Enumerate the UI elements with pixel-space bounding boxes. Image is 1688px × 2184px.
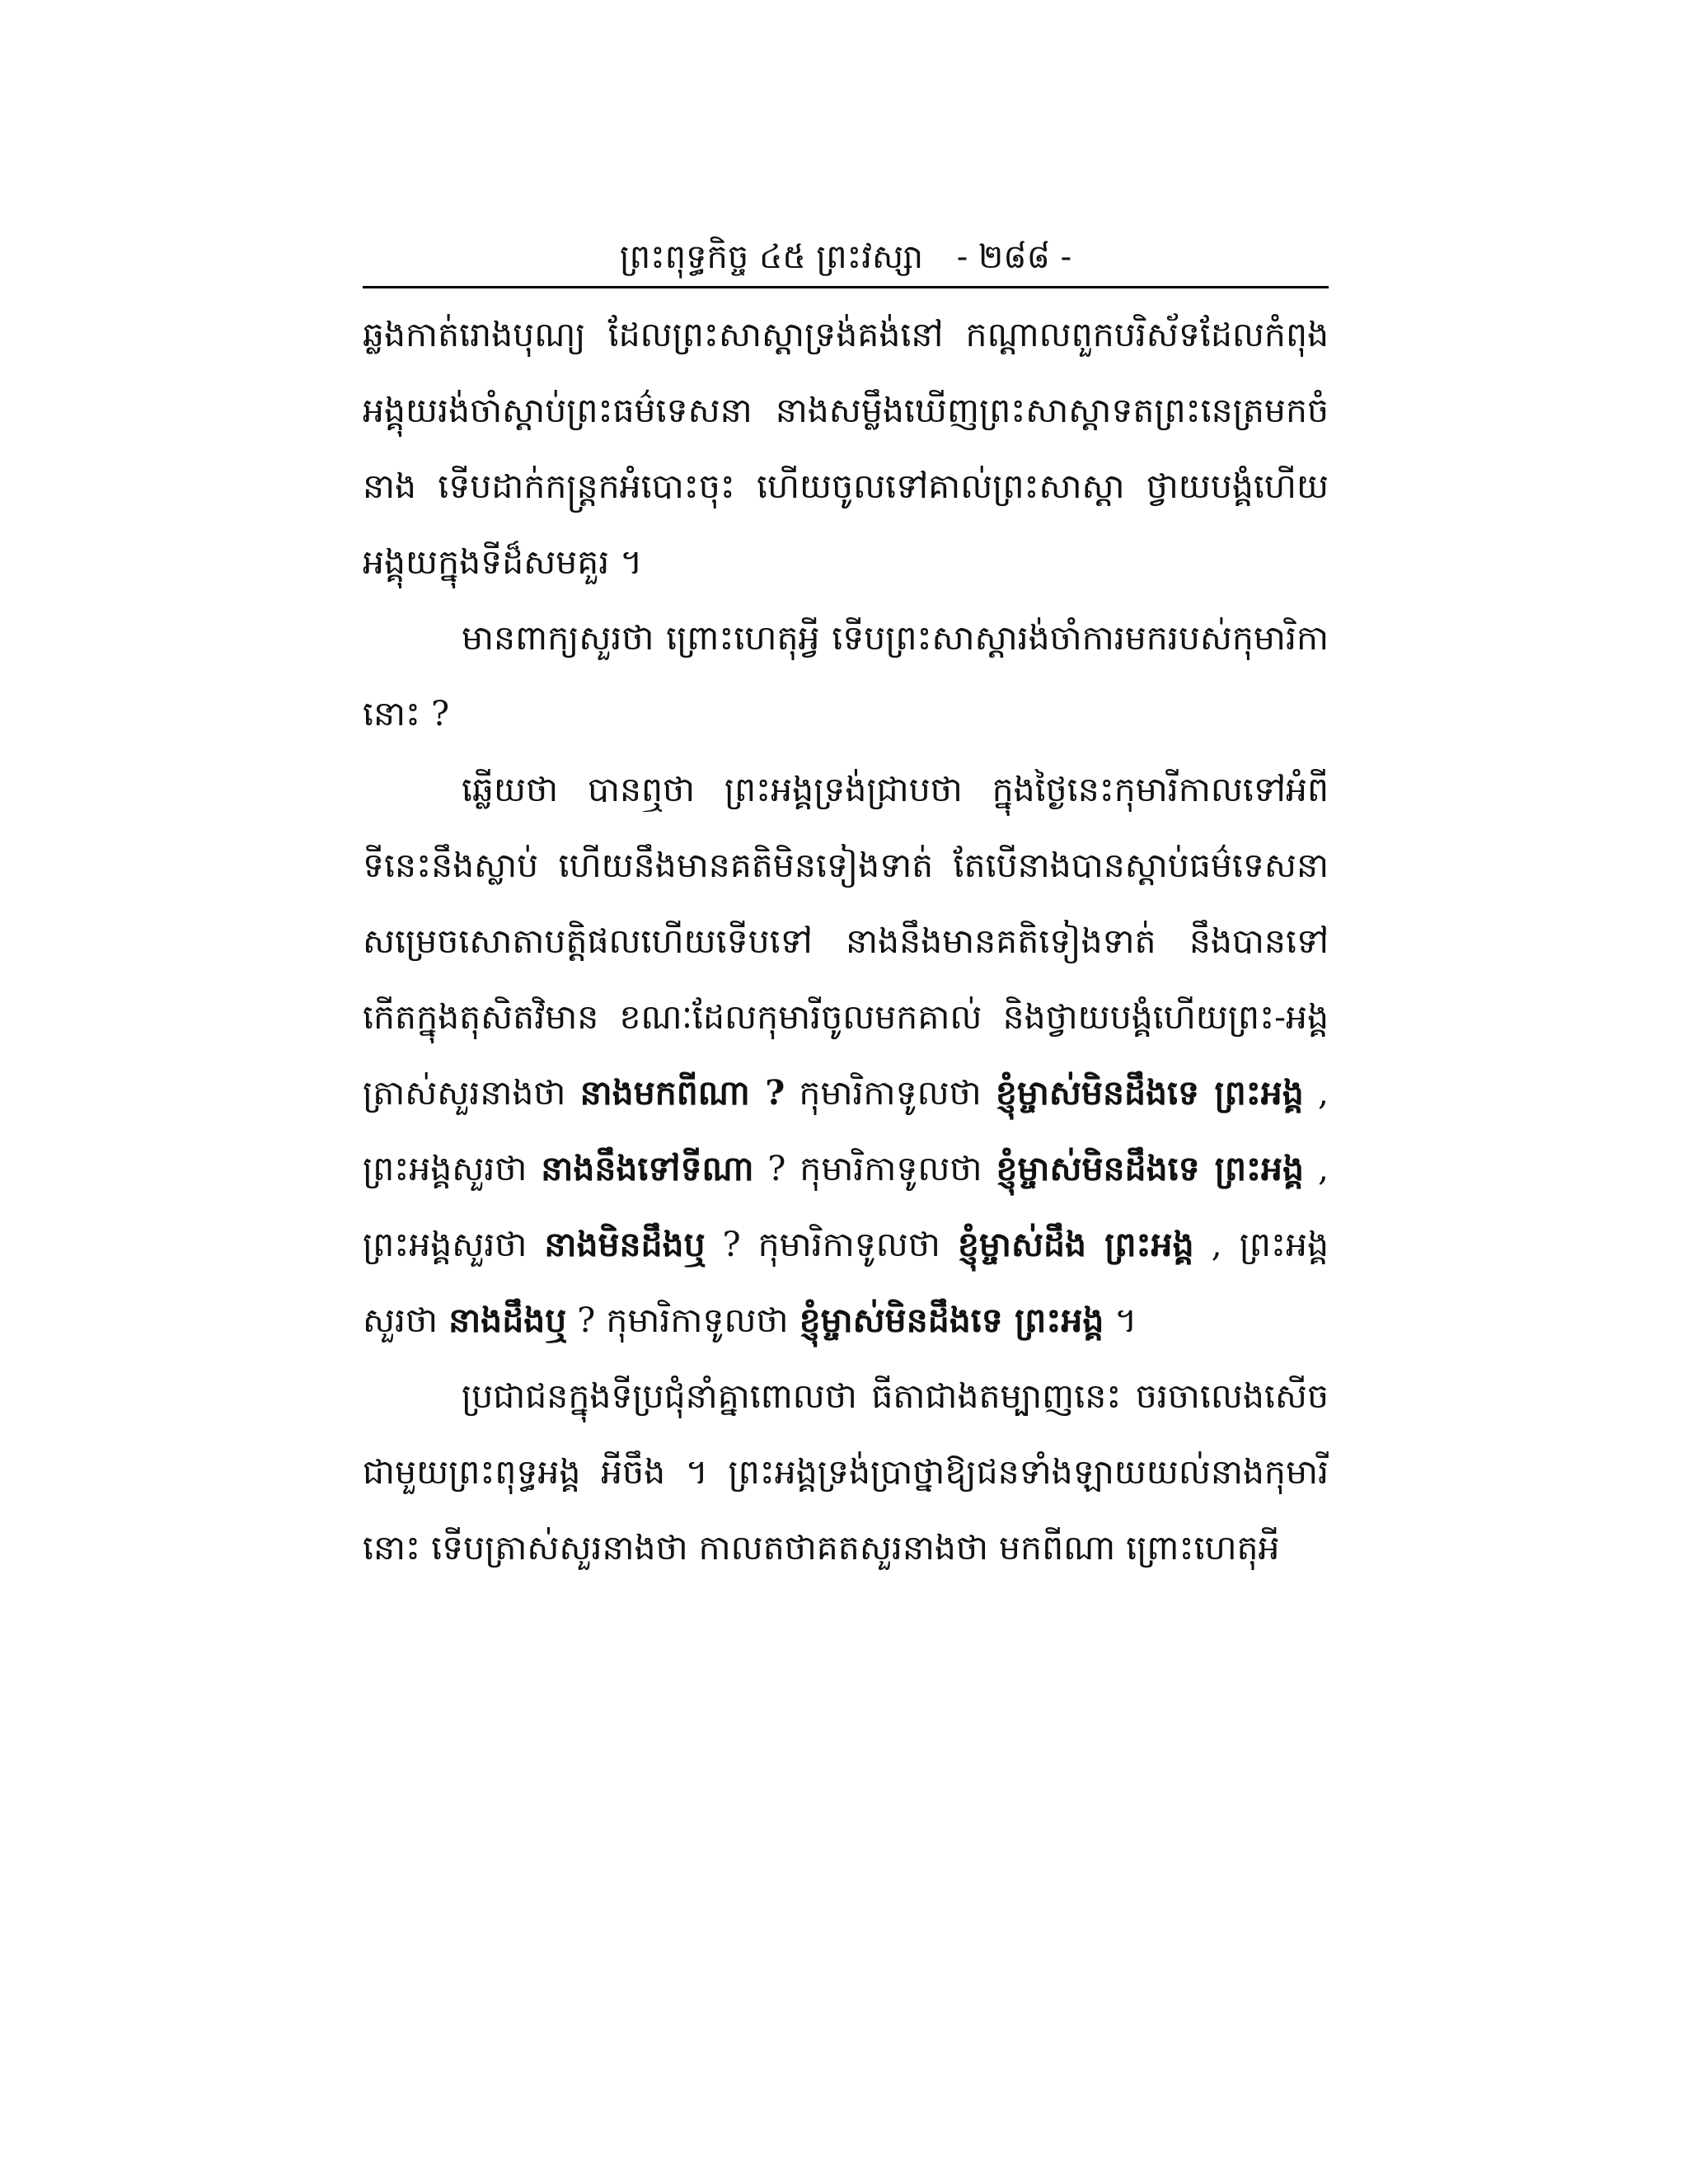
paragraph-3 <box>363 752 1329 1358</box>
book-title: ព្រះពុទ្ធកិច្ច ៤៥ ព្រះវស្សា <box>619 238 924 276</box>
bold-question: នាងនឹងទៅទីណា <box>541 1149 754 1188</box>
bold-answer: ខ្ញុំម្ចាស់មិនដឹងទេ ព្រះអង្គ <box>996 1149 1305 1188</box>
text-segment: , ព្រះអង្គសួរថា <box>363 1225 1329 1340</box>
text-segment: ? កុមារិកាទូលថា <box>705 1225 958 1264</box>
paragraph-4: ប្រជាជនក្នុងទីប្រជុំនាំគ្នាពោលថា ធីតាជាងតម្បាញនេះ ចរចាលេងសើចជាមួយព្រះពុទ្ធអង្គ អីចឹង ។ ព្រះអង្គទ្រង់ប្រាថ្នាឱ្យជនទាំងឡាយយល់នាងកុមារីនោះ ទើបត្រាស់សួរនាងថា កាលតថាគតសួរនាងថា មកពីណា ព្រោះហេតុអី <box>363 1376 1329 1568</box>
paragraph-2: មានពាក្យសួរថា ព្រោះហេតុអ្វី ទើបព្រះសាស្ដារង់ចាំការមករបស់កុមារិកានោះ ? <box>363 618 1329 733</box>
bold-answer: ខ្ញុំម្ចាស់ដឹង ព្រះអង្គ <box>957 1225 1194 1264</box>
bold-question: នាងមកពីណា ? <box>579 1073 785 1113</box>
page-number: - ២៨៨ - <box>956 238 1072 276</box>
bold-answer: ខ្ញុំម្ចាស់មិនដឹងទេ ព្រះអង្គ <box>995 1073 1304 1113</box>
text-segment: , ព្រះអង្គសួរថា <box>363 1073 1329 1188</box>
header-rule <box>363 286 1329 288</box>
text-segment: ? កុមារិកាទូលថា <box>753 1149 996 1188</box>
bold-question: នាងមិនដឹងឬ <box>544 1225 706 1264</box>
paragraph-1: ឆ្លងកាត់រោងបុណ្យ ដែលព្រះសាស្ដាទ្រង់គង់នៅ កណ្ដាលពួកបរិស័ទដែលកំពុងអង្គុយរង់ចាំស្ដាប់ព្រះធម៌ទេសនា នាងសម្លឹងឃើញព្រះសាស្ដាទតព្រះនេត្រមកចំនាង ទើបដាក់កន្ត្រកអំបោះចុះ ហើយចូលទៅគាល់ព្រះសាស្ដា ថ្វាយបង្គំហើយអង្គុយក្នុងទីដ៏សមគួរ ។ <box>363 315 1329 582</box>
text-segment: ។ <box>1104 1301 1137 1340</box>
text-segment: ? កុមារិកាទូលថា <box>566 1301 799 1340</box>
bold-answer: ខ្ញុំម្ចាស់មិនដឹងទេ ព្រះអង្គ <box>799 1301 1104 1340</box>
bold-question: នាងដឹងឬ <box>448 1301 567 1340</box>
text-segment: កុមារិកាទូលថា <box>785 1073 996 1113</box>
page-header <box>363 232 1329 282</box>
page-body <box>363 297 1329 1586</box>
text-segment: ឆ្លើយថា បានឮថា ព្រះអង្គទ្រង់ជ្រាបថា ក្នុងថ្ងៃនេះកុមារីកាលទៅអំពីទីនេះនឹងស្លាប់ ហើយនឹងមានគតិមិនទៀងទាត់ តែបើនាងបានស្ដាប់ធម៌ទេសនាសម្រេចសោតាបត្តិផលហើយទើបទៅ នាងនឹងមានគតិទៀងទាត់ នឹងបានទៅកើតក្នុងតុសិតវិមាន ខណៈដែលកុមារីចូលមកគាល់ និងថ្វាយបង្គំហើយព្រះ-អង្គត្រាស់សួរនាងថា <box>363 770 1329 1113</box>
text-segment: , ព្រះអង្គសួរថា <box>363 1149 1329 1264</box>
